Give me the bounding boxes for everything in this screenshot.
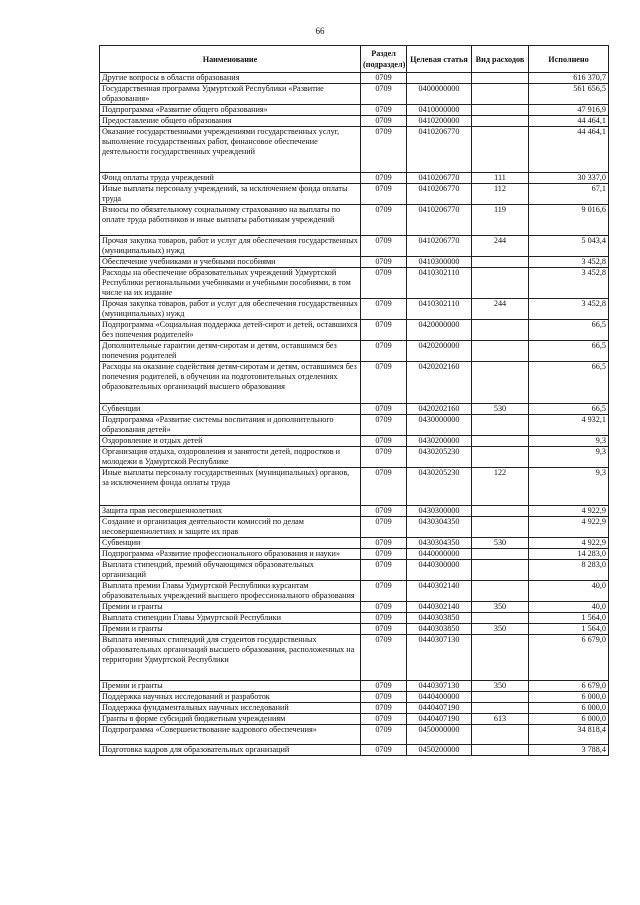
cell-section: 0709 xyxy=(361,236,407,257)
cell-name: Иные выплаты персоналу учреждений, за исключением фонда оплаты труда xyxy=(100,184,361,205)
cell-target: 0410206770 xyxy=(407,236,472,257)
cell-section: 0709 xyxy=(361,436,407,447)
cell-executed: 66,5 xyxy=(529,341,609,362)
cell-target: 0430205230 xyxy=(407,447,472,468)
cell-executed: 6 679,0 xyxy=(529,681,609,692)
table-row xyxy=(100,468,609,506)
table-row xyxy=(100,681,609,692)
table-body xyxy=(100,73,609,756)
table-row xyxy=(100,205,609,236)
table-row xyxy=(100,257,609,268)
expenditure-table xyxy=(99,45,609,756)
cell-section: 0709 xyxy=(361,173,407,184)
cell-name: Иные выплаты персоналу государственных (муниципальных) органов, за исключением фонда оплаты труда xyxy=(100,468,361,506)
cell-executed: 9,3 xyxy=(529,468,609,506)
cell-target: 0440000000 xyxy=(407,549,472,560)
cell-executed: 4 922,9 xyxy=(529,517,609,538)
cell-target: 0410300000 xyxy=(407,257,472,268)
cell-type xyxy=(472,517,529,538)
cell-executed: 616 370,7 xyxy=(529,73,609,84)
table-row xyxy=(100,745,609,756)
cell-section: 0709 xyxy=(361,268,407,299)
cell-type: 112 xyxy=(472,184,529,205)
header-type: Вид расходов xyxy=(472,46,529,73)
cell-name: Защита прав несовершеннолетних xyxy=(100,506,361,517)
table-row xyxy=(100,725,609,745)
cell-type: 350 xyxy=(472,624,529,635)
cell-executed: 3 452,8 xyxy=(529,257,609,268)
cell-section: 0709 xyxy=(361,257,407,268)
cell-type xyxy=(472,560,529,581)
cell-target: 0410000000 xyxy=(407,105,472,116)
table-row xyxy=(100,703,609,714)
cell-name: Подпрограмма «Развитие профессионального образования и науки» xyxy=(100,549,361,560)
table-row xyxy=(100,436,609,447)
cell-target: 0450200000 xyxy=(407,745,472,756)
header-target: Целевая статья xyxy=(407,46,472,73)
header-section: Раздел (подраздел) xyxy=(361,46,407,73)
cell-executed: 6 679,0 xyxy=(529,635,609,681)
cell-type xyxy=(472,613,529,624)
table-row xyxy=(100,613,609,624)
cell-section: 0709 xyxy=(361,538,407,549)
cell-type xyxy=(472,116,529,127)
cell-name: Дополнительные гарантии детям-сиротам и детям, оставшимся без попечения родителей xyxy=(100,341,361,362)
cell-executed: 14 283,0 xyxy=(529,549,609,560)
cell-executed: 67,1 xyxy=(529,184,609,205)
cell-type: 350 xyxy=(472,602,529,613)
cell-type: 122 xyxy=(472,468,529,506)
table-row xyxy=(100,320,609,341)
cell-section: 0709 xyxy=(361,635,407,681)
table-row xyxy=(100,415,609,436)
cell-executed: 34 818,4 xyxy=(529,725,609,745)
cell-target: 0430300000 xyxy=(407,506,472,517)
cell-target: 0430000000 xyxy=(407,415,472,436)
cell-target: 0440400000 xyxy=(407,692,472,703)
cell-type xyxy=(472,725,529,745)
cell-section: 0709 xyxy=(361,404,407,415)
cell-executed: 40,0 xyxy=(529,602,609,613)
cell-section: 0709 xyxy=(361,560,407,581)
cell-type: 244 xyxy=(472,236,529,257)
cell-executed: 8 283,0 xyxy=(529,560,609,581)
cell-target: 0410302110 xyxy=(407,268,472,299)
cell-type xyxy=(472,436,529,447)
cell-name: Выплата именных стипендий для студентов государственных образовательных организаций высшего образования, расположенных на территории Удмуртской Республики xyxy=(100,635,361,681)
cell-section: 0709 xyxy=(361,506,407,517)
cell-type xyxy=(472,506,529,517)
cell-section: 0709 xyxy=(361,613,407,624)
table-row xyxy=(100,299,609,320)
cell-name: Подпрограмма «Развитие общего образования» xyxy=(100,105,361,116)
cell-name: Прочая закупка товаров, работ и услуг для обеспечения государственных (муниципальных) нужд xyxy=(100,236,361,257)
cell-target: 0440307130 xyxy=(407,681,472,692)
cell-executed: 47 916,9 xyxy=(529,105,609,116)
cell-executed: 6 000,0 xyxy=(529,714,609,725)
cell-type xyxy=(472,635,529,681)
cell-section: 0709 xyxy=(361,581,407,602)
cell-section: 0709 xyxy=(361,415,407,436)
cell-executed: 9,3 xyxy=(529,436,609,447)
cell-section: 0709 xyxy=(361,517,407,538)
cell-name: Прочая закупка товаров, работ и услуг для обеспечения государственных (муниципальных) нужд xyxy=(100,299,361,320)
cell-executed: 40,0 xyxy=(529,581,609,602)
cell-executed: 3 452,8 xyxy=(529,299,609,320)
cell-name: Премии и гранты xyxy=(100,681,361,692)
cell-name: Субвенции xyxy=(100,538,361,549)
cell-target: 0410206770 xyxy=(407,173,472,184)
cell-section: 0709 xyxy=(361,205,407,236)
cell-name: Выплата стипендии Главы Удмуртской Республики xyxy=(100,613,361,624)
cell-type xyxy=(472,341,529,362)
cell-executed: 561 656,5 xyxy=(529,84,609,105)
cell-section: 0709 xyxy=(361,184,407,205)
cell-target: 0420202160 xyxy=(407,362,472,404)
table-row xyxy=(100,549,609,560)
table-row xyxy=(100,127,609,173)
cell-executed: 4 922,9 xyxy=(529,538,609,549)
cell-name: Субвенции xyxy=(100,404,361,415)
cell-section: 0709 xyxy=(361,725,407,745)
cell-name: Премии и гранты xyxy=(100,602,361,613)
table-row xyxy=(100,692,609,703)
cell-section: 0709 xyxy=(361,73,407,84)
cell-type: 244 xyxy=(472,299,529,320)
cell-type xyxy=(472,415,529,436)
cell-name: Другие вопросы в области образования xyxy=(100,73,361,84)
cell-type: 111 xyxy=(472,173,529,184)
cell-name: Выплата премии Главы Удмуртской Республики курсантам образовательных учреждений высшего профессионального образования xyxy=(100,581,361,602)
cell-type: 530 xyxy=(472,538,529,549)
cell-type xyxy=(472,447,529,468)
table-row xyxy=(100,447,609,468)
cell-executed: 9,3 xyxy=(529,447,609,468)
cell-section: 0709 xyxy=(361,341,407,362)
cell-type xyxy=(472,268,529,299)
table-row xyxy=(100,714,609,725)
cell-section: 0709 xyxy=(361,549,407,560)
table-header-row xyxy=(100,46,609,73)
cell-target: 0420202160 xyxy=(407,404,472,415)
cell-target: 0420200000 xyxy=(407,341,472,362)
cell-name: Государственная программа Удмуртской Республики «Развитие образования» xyxy=(100,84,361,105)
cell-section: 0709 xyxy=(361,624,407,635)
page-number: 66 xyxy=(315,26,325,36)
cell-executed: 66,5 xyxy=(529,320,609,341)
cell-type xyxy=(472,73,529,84)
cell-name: Премии и гранты xyxy=(100,624,361,635)
cell-executed: 44 464,1 xyxy=(529,116,609,127)
cell-target: 0440300000 xyxy=(407,560,472,581)
table-row xyxy=(100,184,609,205)
cell-target: 0410206770 xyxy=(407,127,472,173)
table-row xyxy=(100,624,609,635)
table-row xyxy=(100,341,609,362)
cell-name: Оказание государственными учреждениями государственных услуг, выполнение государственных работ, финансовое обеспечение деятельности государственных учреждений xyxy=(100,127,361,173)
cell-executed: 1 564,0 xyxy=(529,613,609,624)
cell-section: 0709 xyxy=(361,681,407,692)
table-row xyxy=(100,602,609,613)
cell-section: 0709 xyxy=(361,703,407,714)
cell-executed: 3 452,8 xyxy=(529,268,609,299)
cell-executed: 30 337,0 xyxy=(529,173,609,184)
cell-target: 0440302140 xyxy=(407,602,472,613)
cell-executed: 4 932,1 xyxy=(529,415,609,436)
cell-section: 0709 xyxy=(361,116,407,127)
table-row xyxy=(100,236,609,257)
cell-target: 0430304350 xyxy=(407,517,472,538)
cell-target xyxy=(407,73,472,84)
cell-type: 350 xyxy=(472,681,529,692)
cell-section: 0709 xyxy=(361,692,407,703)
cell-target: 0450000000 xyxy=(407,725,472,745)
cell-type: 613 xyxy=(472,714,529,725)
cell-name: Взносы по обязательному социальному страхованию на выплаты по оплате труда работников и иные выплаты работникам учреждений xyxy=(100,205,361,236)
cell-target: 0430205230 xyxy=(407,468,472,506)
cell-target: 0410206770 xyxy=(407,184,472,205)
cell-target: 0410206770 xyxy=(407,205,472,236)
cell-type xyxy=(472,320,529,341)
cell-target: 0400000000 xyxy=(407,84,472,105)
cell-type xyxy=(472,692,529,703)
cell-target: 0440307130 xyxy=(407,635,472,681)
cell-type xyxy=(472,549,529,560)
cell-section: 0709 xyxy=(361,602,407,613)
cell-target: 0440407190 xyxy=(407,714,472,725)
cell-name: Предоставление общего образования xyxy=(100,116,361,127)
cell-executed: 66,5 xyxy=(529,404,609,415)
table-row xyxy=(100,173,609,184)
cell-section: 0709 xyxy=(361,84,407,105)
cell-section: 0709 xyxy=(361,299,407,320)
cell-name: Обеспечение учебниками и учебными пособиями xyxy=(100,257,361,268)
cell-executed: 1 564,0 xyxy=(529,624,609,635)
table-row xyxy=(100,404,609,415)
cell-name: Подпрограмма «Социальная поддержка детей-сирот и детей, оставшихся без попечения родителей» xyxy=(100,320,361,341)
cell-name: Создание и организация деятельности комиссий по делам несовершеннолетних и защите их прав xyxy=(100,517,361,538)
cell-name: Подготовка кадров для образовательных организаций xyxy=(100,745,361,756)
table-row xyxy=(100,105,609,116)
cell-target: 0440303850 xyxy=(407,624,472,635)
cell-name: Оздоровление и отдых детей xyxy=(100,436,361,447)
cell-name: Подпрограмма «Совершенствование кадрового обеспечения» xyxy=(100,725,361,745)
cell-name: Организация отдыха, оздоровления и занятости детей, подростков и молодежи в Удмуртской Республике xyxy=(100,447,361,468)
table-row xyxy=(100,635,609,681)
cell-section: 0709 xyxy=(361,447,407,468)
cell-name: Поддержка фундаментальных научных исследований xyxy=(100,703,361,714)
cell-section: 0709 xyxy=(361,468,407,506)
cell-name: Гранты в форме субсидий бюджетным учреждениям xyxy=(100,714,361,725)
cell-section: 0709 xyxy=(361,362,407,404)
table-row xyxy=(100,362,609,404)
cell-executed: 5 043,4 xyxy=(529,236,609,257)
cell-target: 0430304350 xyxy=(407,538,472,549)
cell-target: 0440302140 xyxy=(407,581,472,602)
table-row xyxy=(100,116,609,127)
table-row xyxy=(100,517,609,538)
cell-section: 0709 xyxy=(361,127,407,173)
cell-executed: 66,5 xyxy=(529,362,609,404)
cell-type xyxy=(472,127,529,173)
table-row xyxy=(100,581,609,602)
cell-name: Поддержка научных исследований и разработок xyxy=(100,692,361,703)
cell-name: Расходы на обеспечение образовательных учреждений Удмуртской Республики региональными учебниками и учебными пособиями, в том числе на их издание xyxy=(100,268,361,299)
header-executed: Исполнено xyxy=(529,46,609,73)
cell-target: 0410302110 xyxy=(407,299,472,320)
cell-executed: 3 788,4 xyxy=(529,745,609,756)
cell-type xyxy=(472,362,529,404)
cell-target: 0440407190 xyxy=(407,703,472,714)
cell-section: 0709 xyxy=(361,745,407,756)
cell-type xyxy=(472,745,529,756)
cell-type xyxy=(472,703,529,714)
cell-type xyxy=(472,257,529,268)
header-name: Наименование xyxy=(100,46,361,73)
cell-target: 0430200000 xyxy=(407,436,472,447)
cell-section: 0709 xyxy=(361,714,407,725)
cell-type xyxy=(472,581,529,602)
cell-name: Подпрограмма «Развитие системы воспитания и дополнительного образования детей» xyxy=(100,415,361,436)
cell-section: 0709 xyxy=(361,105,407,116)
table-row xyxy=(100,84,609,105)
cell-executed: 4 922,9 xyxy=(529,506,609,517)
table-row xyxy=(100,506,609,517)
table-row xyxy=(100,73,609,84)
cell-target: 0440303850 xyxy=(407,613,472,624)
cell-name: Расходы на оказание содействия детям-сиротам и детям, оставшимся без попечения родителей, в обучении на подготовительных отделениях образовательных организаций высшего образования xyxy=(100,362,361,404)
cell-type: 530 xyxy=(472,404,529,415)
cell-type xyxy=(472,84,529,105)
table-row xyxy=(100,538,609,549)
table-row xyxy=(100,560,609,581)
table-row xyxy=(100,268,609,299)
cell-executed: 6 000,0 xyxy=(529,703,609,714)
cell-name: Фонд оплаты труда учреждений xyxy=(100,173,361,184)
cell-executed: 6 000,0 xyxy=(529,692,609,703)
cell-executed: 9 016,6 xyxy=(529,205,609,236)
cell-target: 0410200000 xyxy=(407,116,472,127)
cell-type xyxy=(472,105,529,116)
cell-target: 0420000000 xyxy=(407,320,472,341)
cell-executed: 44 464,1 xyxy=(529,127,609,173)
cell-section: 0709 xyxy=(361,320,407,341)
cell-type: 119 xyxy=(472,205,529,236)
cell-name: Выплата стипендий, премий обучающимся образовательных организаций xyxy=(100,560,361,581)
